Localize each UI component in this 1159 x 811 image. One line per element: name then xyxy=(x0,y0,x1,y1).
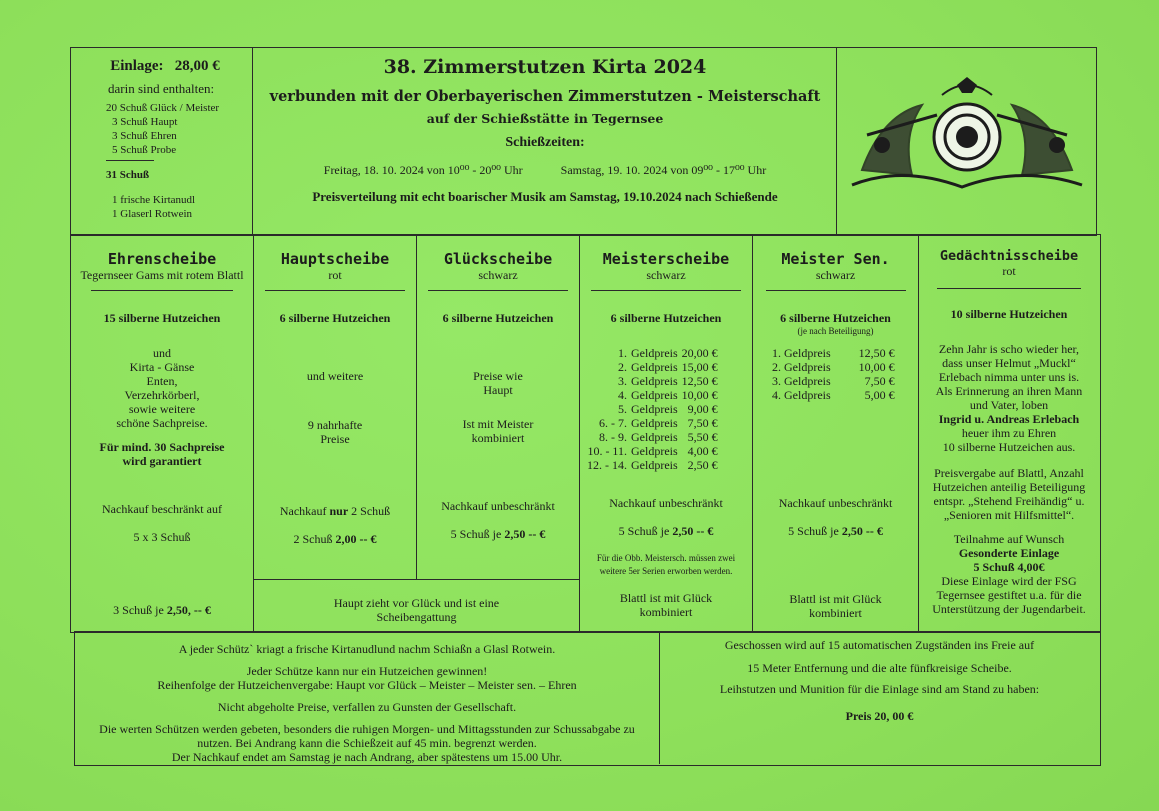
meister-title: Meisterscheibe xyxy=(602,250,730,268)
haupt-glueck-note xyxy=(254,596,579,624)
haupt-line: Preise xyxy=(320,432,350,446)
senior-combo: Blattl ist mit Glück xyxy=(789,592,882,606)
einlage-label: Einlage: xyxy=(110,58,164,74)
header-panel xyxy=(254,56,836,205)
ged-text: Zehn Jahr is scho wieder her, xyxy=(938,342,1080,356)
meister-label: Geldpreis xyxy=(631,360,678,374)
ehren-line: Enten, xyxy=(146,374,178,388)
einlage-panel xyxy=(80,58,250,221)
senior-combo: kombiniert xyxy=(809,606,862,620)
senior-prize-row xyxy=(770,374,897,388)
note-line: Haupt zieht vor Glück und ist eine xyxy=(333,596,500,610)
glueck-sub: schwarz xyxy=(478,268,518,282)
meister-prize-row xyxy=(585,402,720,416)
footer-line: Leihstutzen und Munition für die Einlage sind am Stand zu haben: xyxy=(719,682,1040,696)
page-subtitle: verbunden mit der Oberbayerischen Zimmerstutzen - Meisterschaft xyxy=(269,88,821,105)
ged-text: und Vater, loben xyxy=(969,398,1049,412)
meister-label: Geldpreis xyxy=(631,416,678,430)
footer-left xyxy=(75,642,659,764)
ehren-price: 2,50, -- € xyxy=(166,603,211,617)
meister-prize-table xyxy=(585,346,720,472)
glueck-prize: 6 silberne Hutzeichen xyxy=(442,311,554,325)
ehren-prize: 15 silberne Hutzeichen xyxy=(103,311,221,325)
footer-line: Der Nachkauf endet am Samstag je nach Andrang, aber spätestens um 15.00 Uhr. xyxy=(171,750,563,764)
column-gedaechtnisscheibe xyxy=(919,248,1099,616)
meister-label: Geldpreis xyxy=(631,458,678,472)
meister-label: Geldpreis xyxy=(631,430,678,444)
meister-price: 2,50 -- € xyxy=(672,524,714,538)
meister-rank: 4. xyxy=(618,388,627,402)
senior-amount: 7,50 € xyxy=(864,374,895,388)
senior-prize: 6 silberne Hutzeichen xyxy=(780,311,891,325)
senior-label: 4. Geldpreis xyxy=(772,388,831,402)
glueck-line: Ist mit Meister xyxy=(462,417,534,431)
meister-rank: 6. - 7. xyxy=(599,416,627,430)
meister-combo: Blattl ist mit Glück xyxy=(619,591,713,605)
ehren-guarantee: wird garantiert xyxy=(122,454,202,468)
haupt-nk-pre: Nachkauf xyxy=(279,504,330,518)
meister-amount: 20,00 € xyxy=(681,346,718,360)
footer-right xyxy=(660,638,1099,724)
glueck-line: Haupt xyxy=(483,383,513,397)
haupt-price: 2,00 -- € xyxy=(335,532,377,546)
senior-prize-row xyxy=(770,360,897,374)
ged-text: Preisvergabe auf Blattl, Anzahl xyxy=(934,466,1084,480)
meister-label: Geldpreis xyxy=(631,346,678,360)
meister-note: weitere 5er Serien erworben werden. xyxy=(599,566,733,576)
haupt-title: Hauptscheibe xyxy=(280,250,390,268)
meister-prize-row xyxy=(585,346,720,360)
meister-price-pre: 5 Schuß je xyxy=(618,524,673,538)
footer-line: nutzen. Bei Andrang kann die Schießzeit auf 45 min. begrenzt werden. xyxy=(197,736,537,750)
ehren-nachkauf: Nachkauf beschränkt auf xyxy=(102,502,222,516)
ged-text: Tegernsee gestiftet u.a. für die xyxy=(936,588,1082,602)
footer-line: 15 Meter Entfernung und die alte fünfkreisige Scheibe. xyxy=(747,661,1012,675)
haupt-nk-bold: nur xyxy=(329,504,349,518)
meister-prize-row xyxy=(585,430,720,444)
glueck-line: kombiniert xyxy=(471,431,525,445)
ged-text: Als Erinnerung an ihren Mann xyxy=(935,384,1083,398)
senior-amount: 10,00 € xyxy=(858,360,895,374)
senior-prize-note: (je nach Beteiligung) xyxy=(797,326,874,336)
meister-combo: kombiniert xyxy=(639,605,693,619)
meister-rank: 1. xyxy=(618,346,627,360)
meister-prize-row xyxy=(585,458,720,472)
senior-bottom xyxy=(753,496,918,620)
meister-rank: 10. - 11. xyxy=(587,444,627,458)
einlage-total: 31 Schuß xyxy=(106,169,150,181)
haupt-line: 9 nahrhafte xyxy=(307,418,363,432)
meister-bottom xyxy=(580,496,752,619)
senior-price: 2,50 -- € xyxy=(841,524,883,538)
ehren-title: Ehrenscheibe xyxy=(107,250,217,268)
ged-prize: 10 silberne Hutzeichen xyxy=(950,307,1068,321)
ged-text: dass unser Helmut „Muckl“ xyxy=(942,356,1076,370)
einlage-price: 28,00 € xyxy=(174,58,220,74)
glueck-title: Glückscheibe xyxy=(443,250,553,268)
ged-title: Gedächtnisscheibe xyxy=(939,248,1079,264)
meister-amount: 7,50 € xyxy=(687,416,718,430)
ehren-line: und xyxy=(153,346,171,360)
footer-price: Preis 20, 00 € xyxy=(845,709,914,723)
meister-rank: 3. xyxy=(618,374,627,388)
meister-rank: 8. - 9. xyxy=(599,430,627,444)
ged-text: Diese Einlage wird der FSG xyxy=(941,574,1077,588)
ged-wish: Teilnahme auf Wunsch xyxy=(953,532,1065,546)
senior-prize-row xyxy=(770,388,897,402)
ged-text: Unterstützung der Jugendarbeit. xyxy=(932,602,1086,616)
einlage-extra: 1 frische Kirtanudl xyxy=(112,194,196,206)
meister-label: Geldpreis xyxy=(631,402,678,416)
senior-price-pre: 5 Schuß je xyxy=(788,524,842,538)
meister-prize-row xyxy=(585,388,720,402)
senior-amount: 12,50 € xyxy=(858,346,895,360)
note-line: Scheibengattung xyxy=(376,610,457,624)
ged-separate-price: 5 Schuß 4,00€ xyxy=(973,560,1045,574)
ehren-nachkauf-limit: 5 x 3 Schuß xyxy=(133,530,191,544)
senior-amount: 5,00 € xyxy=(864,388,895,402)
haupt-price-pre: 2 Schuß xyxy=(293,532,336,546)
meister-amount: 2,50 € xyxy=(687,458,718,472)
column-ehrenscheibe xyxy=(71,250,253,618)
ehren-line: Verzehrkörberl, xyxy=(124,388,200,402)
award-ceremony: Preisverteilung mit echt boarischer Musik am Samstag, 19.10.2024 nach Schießende xyxy=(312,189,778,204)
einlage-item: 3 Schuß Ehren xyxy=(112,130,177,142)
meister-amount: 5,50 € xyxy=(687,430,718,444)
ged-separate: Gesonderte Einlage xyxy=(958,546,1060,560)
ged-text: 10 silberne Hutzeichen aus. xyxy=(942,440,1076,454)
ged-text: heuer ihm zu Ehren xyxy=(961,426,1057,440)
column-hauptscheibe xyxy=(254,250,416,547)
meister-rank: 2. xyxy=(618,360,627,374)
senior-title: Meister Sen. xyxy=(781,250,890,268)
meister-amount: 10,00 € xyxy=(681,388,718,402)
time-friday: Freitag, 18. 10. 2024 von 10⁰⁰ - 20⁰⁰ Uhr xyxy=(323,163,523,177)
ged-text: „Senioren mit Hilfsmittel“. xyxy=(943,508,1075,522)
glueck-nachkauf: Nachkauf unbeschränkt xyxy=(441,499,555,513)
meister-nachkauf: Nachkauf unbeschränkt xyxy=(609,496,723,510)
senior-prize-row xyxy=(770,346,897,360)
meister-label: Geldpreis xyxy=(631,374,678,388)
meister-prize-row xyxy=(585,360,720,374)
column-meister-senioren xyxy=(753,250,918,336)
senior-prize-table xyxy=(770,346,897,402)
meister-note: Für die Obb. Meistersch. müssen zwei xyxy=(596,553,736,563)
senior-label: 2. Geldpreis xyxy=(772,360,831,374)
ged-text: Erlebach nimma unter uns is. xyxy=(938,370,1080,384)
meister-amount: 15,00 € xyxy=(681,360,718,374)
ged-text: Hutzeichen anteilig Beteiligung xyxy=(932,480,1086,494)
einlage-item: 5 Schuß Probe xyxy=(112,144,177,156)
footer-line: Reihenfolge der Hutzeichenvergabe: Haupt vor Glück – Meister – Meister sen. – Ehren xyxy=(157,678,577,692)
shooting-target-emblem-icon xyxy=(842,75,1092,200)
meister-amount: 9,00 € xyxy=(687,402,718,416)
meister-sub: schwarz xyxy=(646,268,686,282)
footer-line: Nicht abgeholte Preise, verfallen zu Gunsten der Gesellschaft. xyxy=(217,700,517,714)
footer-line: Jeder Schütze kann nur ein Hutzeichen gewinnen! xyxy=(246,664,488,678)
time-saturday: Samstag, 19. 10. 2024 von 09⁰⁰ - 17⁰⁰ Uhr xyxy=(560,163,767,177)
meister-prize-row xyxy=(585,374,720,388)
haupt-prize: 6 silberne Hutzeichen xyxy=(279,311,391,325)
ehren-guarantee: Für mind. 30 Sachpreise xyxy=(99,440,225,454)
footer-line: A jeder Schütz` kriagt a frische Kirtanudlund nachm Schiaßn a Glasl Rotwein. xyxy=(178,642,556,656)
senior-label: 3. Geldpreis xyxy=(772,374,831,388)
meister-amount: 4,00 € xyxy=(687,444,718,458)
meister-prize: 6 silberne Hutzeichen xyxy=(610,311,722,325)
einlage-extra: 1 Glaserl Rotwein xyxy=(112,208,193,220)
meister-label: Geldpreis xyxy=(631,444,678,458)
senior-sub: schwarz xyxy=(815,268,856,282)
einlage-item: 20 Schuß Glück / Meister xyxy=(106,102,220,114)
location: auf der Schießstätte in Tegernsee xyxy=(426,111,664,126)
ged-text: entspr. „Stehend Freihändig“ u. xyxy=(933,494,1085,508)
ehren-sub: Tegernseer Gams mit rotem Blattl xyxy=(80,268,244,282)
senior-nachkauf: Nachkauf unbeschränkt xyxy=(778,496,893,510)
senior-label: 1. Geldpreis xyxy=(772,346,831,360)
page-title: 38. Zimmerstutzen Kirta 2024 xyxy=(383,56,707,78)
footer-line: Die werten Schützen werden gebeten, besonders die ruhigen Morgen- und Mittagsstunden zur Schussabgabe zu xyxy=(99,722,635,736)
times-label: Schießzeiten: xyxy=(505,135,585,150)
glueck-price: 2,50 -- € xyxy=(504,527,546,541)
haupt-sub: rot xyxy=(328,268,342,282)
haupt-nk-post: 2 Schuß xyxy=(348,504,391,518)
glueck-line: Preise wie xyxy=(473,369,523,383)
column-glueckscheibe xyxy=(417,250,579,542)
ged-sub: rot xyxy=(1002,264,1016,278)
ehren-price-pre: 3 Schuß je xyxy=(113,603,167,617)
ehren-line: Kirta - Gänse xyxy=(129,360,195,374)
meister-prize-row xyxy=(585,444,720,458)
haupt-line: und weitere xyxy=(306,369,364,383)
einlage-contains: darin sind enthalten: xyxy=(108,81,215,96)
meister-label: Geldpreis xyxy=(631,388,678,402)
glueck-price-pre: 5 Schuß je xyxy=(450,527,505,541)
ged-names: Ingrid u. Andreas Erlebach xyxy=(938,412,1080,426)
meister-amount: 12,50 € xyxy=(681,374,718,388)
ehren-line: schöne Sachpreise. xyxy=(116,416,208,430)
meister-rank: 5. xyxy=(618,402,627,416)
column-meisterscheibe xyxy=(580,250,752,326)
footer-line: Geschossen wird auf 15 automatischen Zugständen ins Freie auf xyxy=(724,638,1035,652)
meister-prize-row xyxy=(585,416,720,430)
meister-rank: 12. - 14. xyxy=(587,458,627,472)
einlage-item: 3 Schuß Haupt xyxy=(112,116,178,128)
ehren-line: sowie weitere xyxy=(128,402,196,416)
